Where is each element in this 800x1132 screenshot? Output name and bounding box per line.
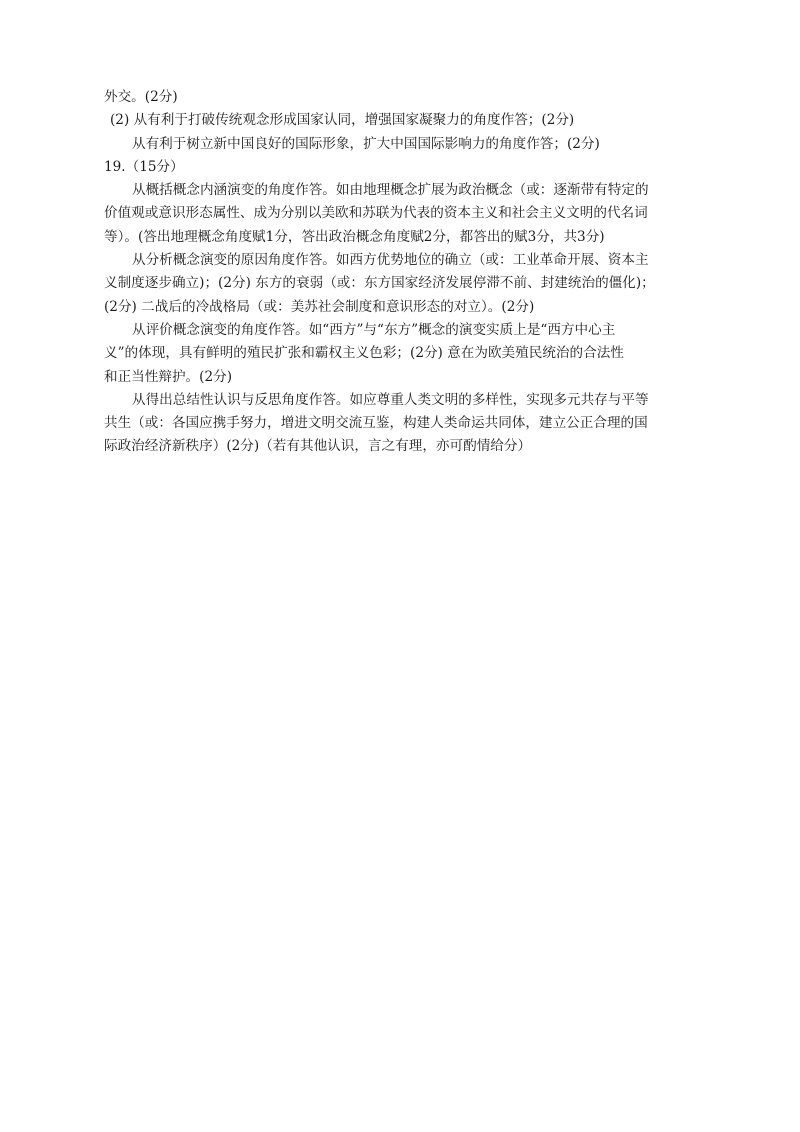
- text-line: 共生（或：各国应携手努力，增进文明交流互鉴，构建人类命运共同体，建立公正合理的国: [104, 415, 648, 432]
- text-line: (2) 从有利于打破传统观念形成国家认同，增强国家凝聚力的角度作答；(2分): [110, 112, 575, 129]
- text-line: 从有利于树立新中国良好的国际形象，扩大中国国际影响力的角度作答；(2分): [132, 135, 600, 152]
- answer-text-block: [104, 86, 700, 459]
- text-line: 外交。(2分): [104, 89, 178, 105]
- question-number: 19.（15分）: [104, 158, 184, 175]
- text-line: 从分析概念演变的原因角度作答。如西方优势地位的确立（或：工业革命开展、资本主: [132, 252, 649, 269]
- text-line: 际政治经济新秩序）(2分)（若有其他认识，言之有理，亦可酌情给分）: [104, 438, 532, 455]
- text-line: 和正当性辩护。(2分): [104, 368, 233, 385]
- text-line: (2分) 二战后的冷战格局（或：美苏社会制度和意识形态的对立）。(2分): [104, 298, 535, 315]
- text-line: 从概括概念内涵演变的角度作答。如由地理概念扩展为政治概念（或：逐渐带有特定的: [132, 182, 649, 199]
- text-line: 等）。(答出地理概念角度赋1分，答出政治概念角度赋2分，都答出的赋3分，共3分): [104, 228, 605, 245]
- text-line: 从得出总结性认识与反思角度作答。如应尊重人类文明的多样性，实现多元共存与平等: [132, 391, 649, 408]
- text-line: 义制度逐步确立)；(2分) 东方的衰弱（或：东方国家经济发展停滞不前、封建统治的僵化)；: [104, 275, 655, 292]
- text-line: 价值观或意识形态属性、成为分别以美欧和苏联为代表的资本主义和社会主义文明的代名词: [104, 205, 648, 222]
- text-line: 从评价概念演变的角度作答。如“西方”与“东方”概念的演变实质上是“西方中心主: [132, 321, 616, 338]
- text-line: 义”的体现，具有鲜明的殖民扩张和霸权主义色彩；(2分) 意在为欧美殖民统治的合法性: [104, 345, 624, 362]
